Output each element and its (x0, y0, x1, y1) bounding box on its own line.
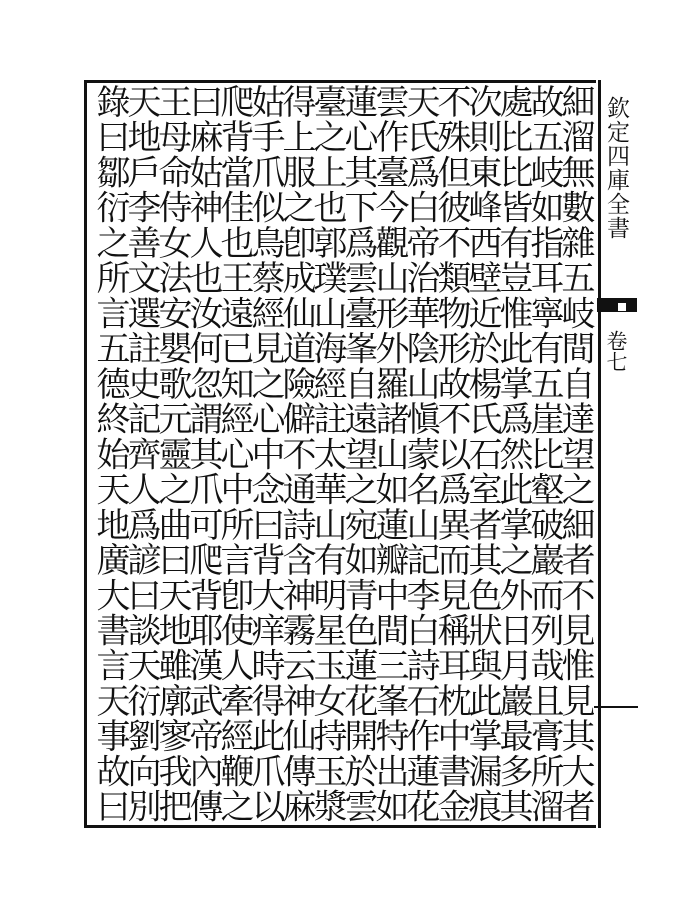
text-body (90, 84, 595, 824)
text-column: 處比比皆有豈惟此掌爲然此掌之外日月巖最多其 (493, 84, 533, 824)
text-column: 雲作臺今觀山形外羅諸山如蓮瓣中間三峯特出如 (369, 84, 409, 824)
volume-label: 卷七 (604, 330, 628, 372)
text-column: 故五岐如指耳寧有五崖比壑破巖而列哉且膏所溜 (524, 84, 564, 824)
text-column: 不殊但彼不類物形故不以爲異而見稱耳枕中書金 (431, 84, 471, 824)
text-column: 曰麻姑神人也汝何忽謂其爪可爬背耶漢武帝內傳 (183, 84, 223, 824)
text-column: 次則東峰西壁近於楊氏石室者其色狀與此掌漏痕 (462, 84, 502, 824)
text-column: 錄曰鄒衍之所言五德終始天地廣大書言天事故曰 (90, 84, 130, 824)
text-column: 爬背當佳也王遠已知經心中所言卽使人牽經鞭之 (214, 84, 254, 824)
book-title: 欽定四庫全書 (603, 96, 629, 240)
text-column: 細溜無數雜五岐間自達望之細者不見惟見其大者 (555, 84, 595, 824)
text-column: 蓮心其下爲雲臺峯自遠望之宛如青色蓮花開於雲 (338, 84, 378, 824)
text-column: 天氏爲白帝治華陰山愼蒙名山記李白詩石作蓮花 (400, 84, 440, 824)
fishtail-mark (597, 298, 637, 312)
text-column: 得上服之卽成仙道險僻不通詩含神霧云神仙傳麻 (276, 84, 316, 824)
margin-rule (594, 706, 638, 708)
text-column: 天地戶李善文選註史記齊人爲諺曰談天衍劉向別 (121, 84, 161, 824)
text-column: 王母命侍女法安嬰歌元靈之曲曰天地雖廓寥我把 (152, 84, 192, 824)
text-column: 姑手爪似鳥蔡經見之心中念曰背大痒時得此爪以 (245, 84, 285, 824)
fishtail-notch (618, 303, 626, 311)
text-column: 臺之上也郭璞山海經註太華山有明星玉女持玉漿 (307, 84, 347, 824)
